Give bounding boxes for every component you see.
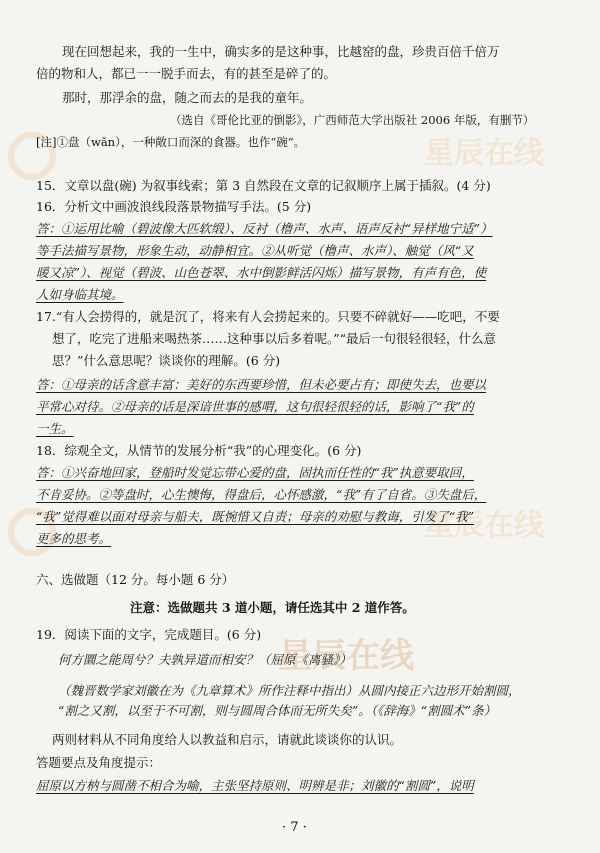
answer-line: 答：①运用比喻（碧波像大匹软缎）、反衬（橹声、水声、语声反衬“异样地宁适”）	[36, 221, 493, 236]
question-17-line: 想了，吃完了进船来喝热茶……这种事以后多着呢。”“最后一句很轻很轻，什么意	[52, 331, 497, 346]
section-title: 六、选做题（12 分。每小题 6 分）	[36, 572, 235, 587]
answer-line: 人如身临其境。	[36, 287, 124, 302]
answer-line: 不肯妥协。②等盘时，心生懊悔，得盘后，心怀感激，“我”有了自省。③失盘后，	[36, 487, 487, 502]
answer-line: 暖又凉”）、视觉（碧波、山色苍翠、水中倒影鲜活闪烁）描写景物，有声有色，使	[36, 265, 487, 280]
watermark: 星辰在线	[278, 636, 414, 676]
page-number: · 7 ·	[282, 820, 307, 835]
question-18: 18．综观全文，从情节的发展分析“我”的心理变化。(6 分)	[36, 443, 362, 458]
passage-line: 现在回想起来，我的一生中，确实多的是这种事，比越窑的盘，珍贵百倍千倍万	[62, 44, 500, 59]
answer-line: 屈原以方枘与圆凿不相合为喻，主张坚持原则、明辨是非；刘徽的“割圆”，说明	[36, 778, 474, 793]
answer-line: “我”觉得难以面对母亲与船夫，既惋惜又自责；母亲的劝慰与教诲，引发了“我”	[36, 509, 475, 524]
answer-line: 等手法描写景物，形象生动，动静相宜。②从听觉（橹声、水声）、触觉（风“又	[36, 243, 474, 258]
passage-line: 倍的物和人，都已一一脱手而去，有的甚至是碎了的。	[36, 66, 337, 81]
answer-line: 平常心对待。②母亲的话是深谙世事的感喟，这句很轻很轻的话，影响了“我”的	[36, 399, 474, 414]
material-1: 何方圜之能周兮？夫孰异道而相安？（屈原《离骚》）	[58, 652, 352, 667]
source-citation: （选自《哥伦比亚的倒影》，广西师范大学出版社 2006 年版，有删节）	[170, 113, 535, 127]
answer-line: 答：①母亲的话含意丰富：美好的东西要珍惜，但未必要占有；即使失去，也要以	[36, 377, 487, 392]
answer-line: 答：①兴奋地回家，登船时发觉忘带心爱的盘，固执而任性的“我”执意要取回，	[36, 465, 474, 480]
passage-line: 那时，那浮余的盘，随之而去的是我的童年。	[62, 90, 313, 105]
footnote: [注]①盘（wǎn），一种敞口而深的食器。也作“碗”。	[36, 135, 306, 149]
question-19: 19．阅读下面的文字，完成题目。(6 分)	[36, 627, 262, 642]
question-15: 15．文章以盘(碗) 为叙事线索；第 3 自然段在文章的记叙顺序上属于插叙。(4 分)	[36, 178, 491, 193]
material-2: （魏晋数学家刘徽在为《九章算术》所作注释中指出）从圆内接正六边形开始割圆，	[58, 683, 521, 698]
question-19-prompt: 两则材料从不同角度给人以教益和启示，请就此谈谈你的认识。	[52, 732, 403, 747]
question-17: 17.“有人会捞得的，就是沉了，将来有人会捞起来的。只要不碎就好——吃吧，不要	[36, 309, 500, 324]
hint-heading: 答题要点及角度提示：	[36, 755, 162, 770]
answer-line: 更多的思考。	[36, 531, 112, 546]
watermark: 星辰在线	[424, 508, 544, 543]
watermark: 星辰在线	[424, 136, 544, 171]
section-notice: 注意：选做题共 3 道小题，请任选其中 2 道作答。	[130, 600, 415, 615]
material-2-line: “割之又割，以至于不可割，则与圆周合体而无所失矣”。（《辞海》“割圆术”条）	[58, 703, 497, 718]
question-17-line: 思？”什么意思呢？谈谈你的理解。(6 分)	[52, 353, 281, 368]
answer-line: 一生。	[36, 421, 74, 436]
question-16: 16．分析文中画波浪线段落景物描写手法。(5 分)	[36, 199, 312, 214]
